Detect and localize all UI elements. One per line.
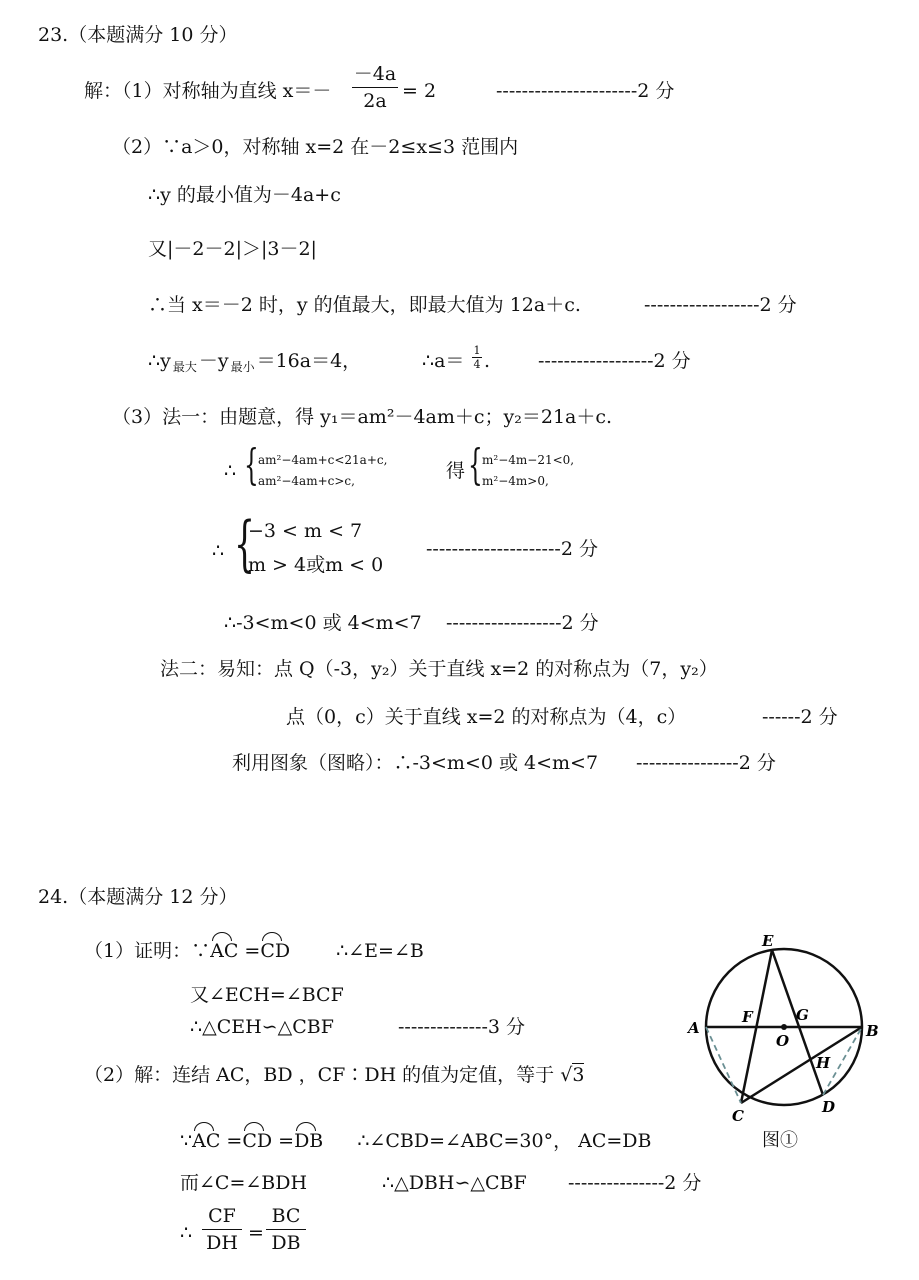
dashed-ac [706, 1027, 741, 1103]
fraction-db: DB [271, 1232, 301, 1254]
arc-mark [194, 1122, 214, 1131]
q23-part1-equals: = 2 [402, 80, 437, 102]
chord-cb [741, 1027, 862, 1103]
q24-part1-tail: ∴∠E=∠B [336, 940, 424, 962]
q24-part2-line1 [84, 1062, 584, 1088]
arc-mark [212, 932, 232, 941]
q24-header: 24.（本题满分 12 分） [38, 886, 238, 908]
because: ∵ [180, 1130, 193, 1152]
arc-mark [244, 1122, 264, 1131]
ymin-sub: 最小 [230, 360, 255, 374]
label-h: H [816, 1054, 831, 1072]
system1-therefore: ∴ [224, 460, 237, 482]
arc-mark [262, 932, 282, 941]
system3-ineq2: m > 4或m < 0 [248, 554, 384, 576]
q23-part2-line1: （2）∵a＞0，对称轴 x=2 在－2≤x≤3 范围内 [112, 136, 519, 158]
method2-line3: 利用图象（图略）：∴-3<m<0 或 4<m<7 [232, 752, 599, 774]
q23-part3-line1: （3）法一：由题意，得 y₁＝am²－4am＋c；y₂＝21a＋c. [112, 406, 613, 428]
method2-line2: 点（0，c）关于直线 x=2 的对称点为（4，c） [286, 706, 687, 728]
q23-part1-prefix: 解：（1）对称轴为直线 x＝－ [84, 80, 332, 102]
system2-prefix: 得 [446, 460, 466, 482]
a-value-numerator: 1 [473, 344, 481, 357]
arc-cd-label: CD [260, 940, 291, 962]
label-e: E [762, 932, 774, 950]
fraction-bc: BC [271, 1205, 301, 1227]
arc-ac-label: AC [210, 940, 239, 962]
ymax-sub: 最大 [172, 360, 197, 374]
label-a: A [688, 1019, 700, 1037]
a-value-dot: . [484, 350, 491, 372]
q24-part2-line4-prefix: ∴ [180, 1222, 193, 1244]
sqrt-three [560, 1063, 584, 1086]
label-b: B [866, 1022, 879, 1040]
q24-part2-line3-score: ---------------2 分 [568, 1172, 702, 1194]
q23-part2-line3: 又|－2－2|＞|3－2| [148, 238, 317, 260]
system1-ineq1: am²−4am+c<21a+c, [258, 453, 388, 467]
q23-part2-line5-score: ------------------2 分 [538, 350, 691, 372]
q23-part3-result-score: ------------------2 分 [446, 612, 599, 634]
a-value-prefix: ∴a＝ [422, 350, 465, 372]
difference-value: ＝16a＝4， [256, 350, 362, 372]
q23-part1-score: ----------------------2 分 [496, 80, 675, 102]
system2-ineq1: m²−4m−21<0, [482, 453, 575, 467]
equals: = [244, 940, 261, 962]
q23-part1-denominator: 2a [363, 90, 387, 112]
sqrt-icon: √ [560, 1064, 573, 1086]
label-o: O [776, 1032, 790, 1050]
q24-part2-line3-b: ∴△DBH∽△CBF [382, 1172, 527, 1194]
system3-score: ---------------------2 分 [426, 538, 598, 560]
q23-part2-line4-score: ------------------2 分 [644, 294, 797, 316]
ymin-label: －y [198, 350, 229, 372]
label-c: C [732, 1107, 744, 1125]
arc-cd [260, 938, 290, 964]
q24-part1-line3: ∴△CEH∽△CBF [190, 1016, 334, 1038]
q24-part1-prefix: （1）证明：∵ [84, 940, 211, 962]
a-value-fraction [472, 345, 482, 370]
system2-brace: { [468, 440, 483, 489]
ymax-label: ∴y [148, 350, 171, 372]
q24-part1-line2: 又∠ECH=∠BCF [190, 984, 344, 1006]
a-value-denominator: 4 [473, 358, 481, 371]
q24-part1-line1 [84, 938, 424, 964]
fraction-cf: CF [208, 1205, 236, 1227]
fraction-equals: = [248, 1222, 264, 1244]
fraction-bar [266, 1229, 306, 1230]
system1-brace: { [244, 440, 259, 489]
method2-line3-score: ----------------2 分 [636, 752, 776, 774]
q23-part2-line2: ∴y 的最小值为－4a+c [148, 184, 341, 206]
arc-ac-2-label: AC [192, 1130, 221, 1152]
label-g: G [796, 1006, 809, 1024]
arc-cd-2-label: CD [242, 1130, 273, 1152]
equals: = [226, 1130, 243, 1152]
q23-part3-result: ∴-3<m<0 或 4<m<7 [224, 612, 422, 634]
system3-therefore: ∴ [212, 540, 225, 562]
equals: = [278, 1130, 295, 1152]
q23-part2-line4: ∴当 x＝－2 时，y 的值最大，即最大值为 12a＋c. [148, 294, 581, 316]
sqrt-value: 3 [572, 1064, 585, 1086]
q23-part1-numerator: －4a [353, 63, 397, 85]
system1-ineq2: am²−4am+c>c, [258, 474, 355, 488]
fraction-bar [202, 1229, 242, 1230]
system2-ineq2: m²−4m>0, [482, 474, 549, 488]
fraction-bc-db [266, 1204, 306, 1255]
center-point [781, 1024, 787, 1030]
q24-part2-line3: 而∠C=∠BDH [180, 1172, 308, 1194]
system3-brace: { [234, 509, 256, 579]
fraction-bar [352, 87, 398, 88]
q24-part1-line3-score: --------------3 分 [398, 1016, 526, 1038]
q23-part1-fraction [352, 62, 398, 113]
fraction-dh: DH [206, 1232, 238, 1254]
q23-header: 23.（本题满分 10 分） [38, 24, 238, 46]
method2-line2-score: ------2 分 [762, 706, 838, 728]
arc-ac-2 [192, 1128, 220, 1154]
arc-db [294, 1128, 323, 1154]
label-f: F [742, 1008, 753, 1026]
label-d: D [822, 1098, 836, 1116]
arc-cd-2 [242, 1128, 272, 1154]
arc-mark [296, 1122, 316, 1131]
system3-ineq1: −3 < m < 7 [248, 520, 363, 542]
q24-part2-text: （2）解：连结 AC，BD ，CF∶DH 的值为定值，等于 [84, 1064, 555, 1086]
figure-caption: 图① [762, 1130, 798, 1151]
method2-line1: 法二：易知：点 Q（-3，y₂）关于直线 x=2 的对称点为（7，y₂） [160, 658, 718, 680]
q24-part2-line2 [180, 1128, 652, 1154]
fraction-cf-dh [202, 1204, 242, 1255]
arc-db-label: DB [294, 1130, 324, 1152]
arc-ac [210, 938, 238, 964]
q23-part2-line5 [148, 348, 361, 375]
circle-figure [680, 926, 890, 1126]
q24-part2-line2-tail: ∴∠CBD=∠ABC=30°， AC=DB [357, 1130, 652, 1152]
